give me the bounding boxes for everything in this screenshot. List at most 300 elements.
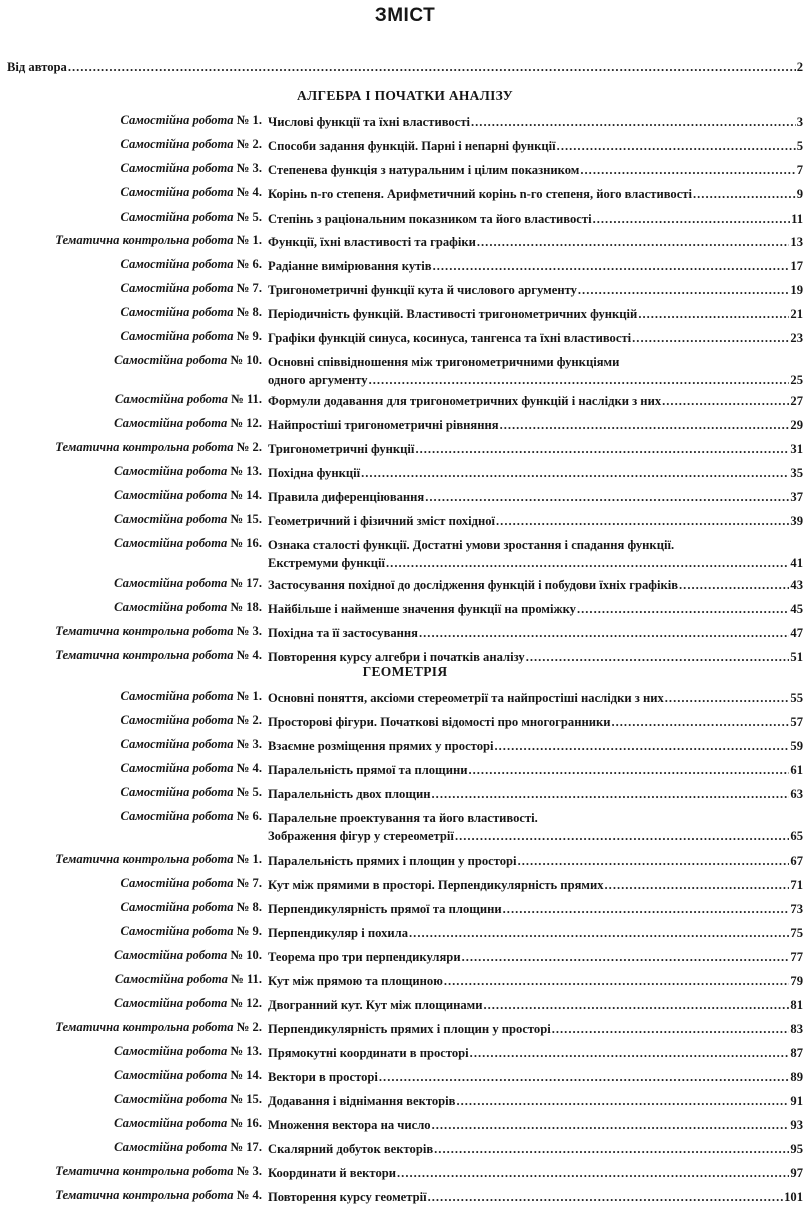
entry-title: Тригонометричні функції кута й числового аргументу: [268, 283, 577, 297]
entry-title: Похідна функції: [268, 466, 361, 480]
dot-leader: [580, 161, 795, 179]
entry-label: [114, 1140, 262, 1155]
dot-leader: [468, 761, 789, 779]
entry-body: [268, 257, 803, 275]
entry-label: [114, 416, 262, 431]
page-number: 9: [796, 187, 803, 201]
entry-title: Степенева функція з натуральним і цілим показником: [268, 163, 580, 177]
entry-body: [268, 416, 803, 434]
entry-body: [268, 512, 803, 530]
entry-label: [120, 809, 262, 824]
dot-leader: [419, 624, 789, 642]
entry-line: [268, 689, 803, 707]
dot-leader: [500, 416, 790, 434]
page-number: 51: [790, 650, 803, 664]
dot-leader: [632, 329, 789, 347]
entry-line: [268, 281, 803, 299]
entry-body: [268, 233, 803, 251]
entry-line: [268, 996, 803, 1014]
work-type: Самостійна робота: [114, 1068, 228, 1082]
work-type: Самостійна робота: [120, 689, 234, 703]
page-number: 3: [796, 115, 803, 129]
entry-line: [268, 1116, 803, 1134]
entry-body: [268, 948, 803, 966]
work-type: Самостійна робота: [114, 488, 228, 502]
work-number: № 11.: [231, 972, 262, 986]
entry-line: [268, 713, 803, 731]
page-number: 35: [790, 466, 803, 480]
page-number: 47: [790, 626, 803, 640]
work-number: № 3.: [236, 1164, 262, 1178]
entry-label: [120, 329, 262, 344]
entry-title-cont: Зображення фігур у стереометрії: [268, 829, 454, 843]
work-type: Тематична контрольна робота: [55, 648, 234, 662]
work-type: Самостійна робота: [120, 137, 234, 151]
work-type: Самостійна робота: [120, 900, 234, 914]
entry-label: [55, 233, 262, 248]
work-number: № 16.: [230, 536, 262, 550]
entry-label: [114, 1044, 262, 1059]
entry-line: [268, 1164, 803, 1182]
page-number: 29: [790, 418, 803, 432]
dot-leader: [477, 233, 790, 251]
entry-label: [120, 113, 262, 128]
entry-line: [268, 737, 803, 755]
entry-body: [268, 689, 803, 707]
entry-label: [114, 512, 262, 527]
page-number: 5: [796, 139, 803, 153]
page-number: 77: [790, 950, 803, 964]
work-number: № 4.: [236, 1188, 262, 1202]
work-number: № 4.: [236, 648, 262, 662]
entry-line: [268, 161, 803, 179]
entry-title: Застосування похідної до дослідження функцій і побудови їхніх графіків: [268, 578, 679, 592]
page-number: 79: [790, 974, 803, 988]
page-number: 89: [790, 1070, 803, 1084]
dot-leader: [386, 554, 789, 572]
page-number: 39: [790, 514, 803, 528]
work-number: № 1.: [236, 233, 262, 247]
dot-leader: [483, 996, 789, 1014]
dot-leader: [693, 185, 796, 203]
dot-leader: [456, 1092, 789, 1110]
entry-body: [268, 1092, 803, 1110]
entry-label: [115, 392, 262, 407]
work-type: Тематична контрольна робота: [55, 233, 234, 247]
page-number: 45: [790, 602, 803, 616]
entry-body: [268, 624, 803, 642]
dot-leader: [593, 210, 791, 228]
entry-title: Паралельне проектування та його властивості.: [268, 811, 538, 825]
work-number: № 2.: [236, 1020, 262, 1034]
page-number: 19: [790, 283, 803, 297]
work-number: № 18.: [230, 600, 262, 614]
page-number: 93: [790, 1118, 803, 1132]
work-number: № 13.: [230, 464, 262, 478]
entry-title: Двогранний кут. Кут між площинами: [268, 998, 483, 1012]
entry-label: [114, 536, 262, 551]
entry-line: [268, 1020, 803, 1038]
work-type: Тематична контрольна робота: [55, 1164, 234, 1178]
page-number: 25: [790, 373, 803, 387]
work-number: № 8.: [236, 305, 262, 319]
entry-body: [268, 113, 803, 131]
page-number: 95: [790, 1142, 803, 1156]
work-type: Самостійна робота: [120, 329, 234, 343]
author-entry[interactable]: [7, 58, 803, 76]
page-number: 17: [790, 259, 803, 273]
work-number: № 6.: [236, 809, 262, 823]
work-number: № 13.: [230, 1044, 262, 1058]
entry-line: [268, 137, 803, 155]
work-type: Самостійна робота: [114, 392, 228, 406]
dot-leader: [432, 1116, 790, 1134]
dot-leader: [518, 852, 790, 870]
work-number: № 10.: [230, 353, 262, 367]
entry-label: [55, 1020, 262, 1035]
dot-leader: [679, 576, 789, 594]
dot-leader: [578, 281, 790, 299]
entry-title: Паралельність прямих і площин у просторі: [268, 854, 517, 868]
entry-label: [55, 852, 262, 867]
entry-line: [268, 353, 803, 371]
page-number: 81: [790, 998, 803, 1012]
work-type: Самостійна робота: [114, 1044, 228, 1058]
entry-title: Множення вектора на число: [268, 1118, 431, 1132]
entry-label: [120, 876, 262, 891]
entry-body: [268, 1188, 803, 1206]
entry-title: Графіки функцій синуса, косинуса, тангенса та їхні властивості: [268, 331, 632, 345]
work-number: № 9.: [236, 329, 262, 343]
entry-line: [268, 536, 803, 554]
entry-body: [268, 1068, 803, 1086]
entry-line: [268, 576, 803, 594]
entry-body: [268, 305, 803, 323]
work-number: № 10.: [230, 948, 262, 962]
dot-leader: [397, 1164, 789, 1182]
work-number: № 1.: [236, 689, 262, 703]
entry-line: [268, 924, 803, 942]
entry-line: [268, 1044, 803, 1062]
entry-label: [55, 1188, 262, 1203]
work-type: Тематична контрольна робота: [55, 852, 234, 866]
work-number: № 3.: [236, 161, 262, 175]
work-type: Самостійна робота: [120, 876, 234, 890]
dot-leader: [557, 137, 796, 155]
section-heading: ГЕОМЕТРІЯ: [362, 664, 448, 679]
entry-title: Координати й вектори: [268, 1166, 397, 1180]
author-text: Від автора: [7, 60, 67, 74]
entry-body: [268, 1044, 803, 1062]
entry-title: Перпендикуляр і похила: [268, 926, 409, 940]
page-number: 71: [790, 878, 803, 892]
entry-title: Основні поняття, аксіоми стереометрії та найпростіші наслідки з них: [268, 691, 664, 705]
work-type: Самостійна робота: [114, 512, 228, 526]
work-number: № 4.: [236, 185, 262, 199]
work-type: Самостійна робота: [120, 281, 234, 295]
work-type: Самостійна робота: [120, 713, 234, 727]
entry-label: [115, 972, 262, 987]
work-number: № 2.: [236, 713, 262, 727]
entry-label: [120, 737, 262, 752]
work-number: № 2.: [236, 137, 262, 151]
page-number: 2: [796, 60, 803, 74]
work-number: № 15.: [230, 1092, 262, 1106]
entry-line: [268, 554, 803, 572]
work-type: Самостійна робота: [120, 785, 234, 799]
work-type: Самостійна робота: [114, 1140, 228, 1154]
entry-label: [114, 1092, 262, 1107]
entry-title: Похідна та її застосування: [268, 626, 418, 640]
entry-label: [120, 761, 262, 776]
entry-line: [268, 600, 803, 618]
entry-title: Вектори в просторі: [268, 1070, 378, 1084]
entry-line: [268, 305, 803, 323]
work-type: Самостійна робота: [120, 924, 234, 938]
entry-label: [120, 900, 262, 915]
entry-label: [120, 257, 262, 272]
entry-title: Взаємне розміщення прямих у просторі: [268, 739, 494, 753]
entry-line: [268, 876, 803, 894]
page-number: 27: [790, 394, 803, 408]
dot-leader: [662, 392, 789, 410]
page-title: ЗМІСТ: [374, 5, 436, 26]
entry-title: Основні співвідношення між тригонометричними функціями: [268, 355, 620, 369]
entry-title: Перпендикулярність прямих і площин у просторі: [268, 1022, 551, 1036]
work-type: Самостійна робота: [120, 161, 234, 175]
work-type: Самостійна робота: [114, 1116, 228, 1130]
entry-body: [268, 809, 803, 845]
page-number: 61: [790, 763, 803, 777]
entry-title-cont: Екстремуми функції: [268, 556, 386, 570]
dot-leader: [444, 972, 790, 990]
dot-leader: [379, 1068, 790, 1086]
page-number: 63: [790, 787, 803, 801]
work-number: № 15.: [230, 512, 262, 526]
work-type: Самостійна робота: [120, 761, 234, 775]
entry-body: [268, 464, 803, 482]
dot-leader: [68, 58, 796, 76]
entry-line: [268, 416, 803, 434]
work-type: Самостійна робота: [120, 257, 234, 271]
entry-title: Кут між прямими в просторі. Перпендикулярність прямих: [268, 878, 604, 892]
entry-title: Геометричний і фізичний зміст похідної: [268, 514, 496, 528]
entry-title: Функції, їхні властивості та графіки: [268, 235, 476, 249]
entry-title: Правила диференціювання: [268, 490, 425, 504]
entry-title: Формули додавання для тригонометричних функцій і наслідки з них: [268, 394, 662, 408]
entry-line: [268, 440, 803, 458]
entry-label: [114, 488, 262, 503]
entry-title: Способи задання функцій. Парні і непарні функції: [268, 139, 556, 153]
page-number: 73: [790, 902, 803, 916]
work-number: № 12.: [230, 996, 262, 1010]
entry-label: [114, 576, 262, 591]
entry-title: Додавання і віднімання векторів: [268, 1094, 456, 1108]
entry-label: [120, 924, 262, 939]
entry-label: [114, 1068, 262, 1083]
entry-title: Скалярний добуток векторів: [268, 1142, 434, 1156]
entry-body: [268, 785, 803, 803]
work-type: Самостійна робота: [114, 416, 228, 430]
work-number: № 17.: [230, 1140, 262, 1154]
work-number: № 2.: [236, 440, 262, 454]
dot-leader: [455, 827, 789, 845]
entry-title: Періодичність функцій. Властивості тригонометричних функцій: [268, 307, 638, 321]
entry-title: Просторові фігури. Початкові відомості про многогранники: [268, 715, 611, 729]
entry-line: [268, 1140, 803, 1158]
work-number: № 3.: [236, 737, 262, 751]
dot-leader: [495, 737, 790, 755]
work-type: Самостійна робота: [114, 996, 228, 1010]
entry-line: [268, 113, 803, 131]
entry-line: [268, 761, 803, 779]
entry-line: [268, 329, 803, 347]
entry-line: [268, 233, 803, 251]
dot-leader: [552, 1020, 790, 1038]
work-number: № 3.: [236, 624, 262, 638]
entry-label: [55, 1164, 262, 1179]
dot-leader: [496, 512, 789, 530]
entry-body: [268, 1116, 803, 1134]
work-type: Самостійна робота: [114, 536, 228, 550]
work-type: Самостійна робота: [120, 210, 234, 224]
entry-body: [268, 761, 803, 779]
entry-label: [55, 648, 262, 663]
entry-label: [120, 305, 262, 320]
work-number: № 8.: [236, 900, 262, 914]
entry-label: [114, 948, 262, 963]
page-number: 75: [790, 926, 803, 940]
page-number: 31: [790, 442, 803, 456]
entry-body: [268, 210, 803, 228]
dot-leader: [434, 1140, 789, 1158]
work-number: № 14.: [230, 488, 262, 502]
entry-title: Кут між прямою та площиною: [268, 974, 443, 988]
entry-body: [268, 713, 803, 731]
entry-body: [268, 392, 803, 410]
work-type: Тематична контрольна робота: [55, 1188, 234, 1202]
entry-label: [120, 161, 262, 176]
dot-leader: [425, 488, 789, 506]
page-number: 83: [790, 1022, 803, 1036]
entry-label: [114, 353, 262, 368]
entry-line: [268, 972, 803, 990]
entry-body: [268, 329, 803, 347]
entry-line: [268, 392, 803, 410]
work-type: Самостійна робота: [114, 600, 228, 614]
entry-line: [268, 852, 803, 870]
dot-leader: [577, 600, 789, 618]
entry-title-cont: одного аргументу: [268, 373, 368, 387]
entry-label: [120, 210, 262, 225]
dot-leader: [432, 785, 790, 803]
entry-title: Паралельність прямої та площини: [268, 763, 468, 777]
entry-line: [268, 185, 803, 203]
entry-body: [268, 924, 803, 942]
entry-label: [120, 281, 262, 296]
work-number: № 12.: [230, 416, 262, 430]
dot-leader: [470, 1044, 790, 1062]
work-type: Самостійна робота: [120, 809, 234, 823]
entry-line: [268, 210, 803, 228]
entry-line: [268, 488, 803, 506]
work-number: № 7.: [236, 281, 262, 295]
work-type: Самостійна робота: [114, 972, 228, 986]
entry-label: [120, 713, 262, 728]
work-type: Самостійна робота: [120, 185, 234, 199]
page-number: 55: [790, 691, 803, 705]
entry-line: [268, 1188, 803, 1206]
page-number: 101: [784, 1190, 803, 1204]
entry-body: [268, 353, 803, 389]
entry-body: [268, 996, 803, 1014]
entry-line: [268, 371, 803, 389]
work-number: № 16.: [230, 1116, 262, 1130]
work-number: № 9.: [236, 924, 262, 938]
entry-line: [268, 809, 803, 827]
entry-title: Найбільше і найменше значення функції на проміжку: [268, 602, 576, 616]
entry-body: [268, 876, 803, 894]
entry-body: [268, 737, 803, 755]
work-type: Самостійна робота: [114, 1092, 228, 1106]
entry-body: [268, 1020, 803, 1038]
page-number: 23: [790, 331, 803, 345]
entry-body: [268, 1140, 803, 1158]
work-number: № 14.: [230, 1068, 262, 1082]
entry-body: [268, 185, 803, 203]
entry-body: [268, 576, 803, 594]
work-number: № 1.: [236, 113, 262, 127]
entry-body: [268, 852, 803, 870]
work-type: Самостійна робота: [114, 464, 228, 478]
entry-body: [268, 900, 803, 918]
dot-leader: [415, 440, 789, 458]
entry-line: [268, 257, 803, 275]
entry-label: [55, 624, 262, 639]
work-number: № 1.: [236, 852, 262, 866]
entry-body: [268, 600, 803, 618]
page-number: 59: [790, 739, 803, 753]
page-number: 87: [790, 1046, 803, 1060]
entry-body: [268, 1164, 803, 1182]
entry-body: [268, 440, 803, 458]
entry-label: [114, 600, 262, 615]
entry-body: [268, 536, 803, 572]
section-heading: АЛГЕБРА І ПОЧАТКИ АНАЛІЗУ: [297, 88, 513, 103]
dot-leader: [462, 948, 790, 966]
dot-leader: [471, 113, 796, 131]
entry-title: Ознака сталості функції. Достатні умови зростання і спадання функції.: [268, 538, 675, 552]
work-type: Самостійна робота: [114, 576, 228, 590]
dot-leader: [665, 689, 790, 707]
entry-title: Паралельність двох площин: [268, 787, 431, 801]
entry-line: [268, 1068, 803, 1086]
entry-line: [268, 948, 803, 966]
entry-line: [268, 512, 803, 530]
entry-label: [114, 1116, 262, 1131]
entry-line: [268, 785, 803, 803]
page-number: 65: [790, 829, 803, 843]
entry-line: [268, 1092, 803, 1110]
entry-title: Перпендикулярність прямої та площини: [268, 902, 502, 916]
entry-line: [268, 827, 803, 845]
page-number: 41: [790, 556, 803, 570]
work-type: Тематична контрольна робота: [55, 440, 234, 454]
dot-leader: [638, 305, 789, 323]
entry-title: Теорема про три перпендикуляри: [268, 950, 461, 964]
work-type: Тематична контрольна робота: [55, 624, 234, 638]
entry-body: [268, 488, 803, 506]
